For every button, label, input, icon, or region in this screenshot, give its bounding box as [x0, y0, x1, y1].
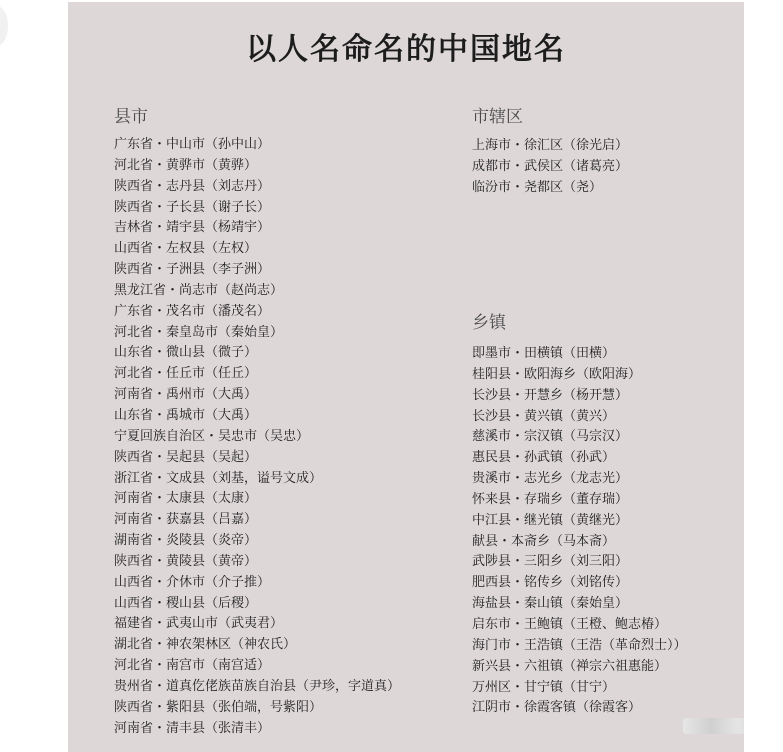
list-item: 山西省・左权县（左权）	[114, 241, 258, 257]
list-item: 福建省・武夷山市（武夷君）	[114, 616, 284, 632]
town-list	[472, 344, 687, 719]
list-item: 山东省・禹城市（大禹）	[114, 407, 258, 423]
page-title: 以人名命名的中国地名	[246, 32, 566, 67]
list-item: 万州区・甘宁镇（甘宁）	[472, 679, 616, 695]
list-item: 河南省・获嘉县（吕嘉）	[114, 512, 258, 528]
list-item: 贵州省・道真仡佬族苗族自治县（尹珍，字道真）	[114, 678, 401, 694]
list-item: 广东省・中山市（孙中山）	[114, 137, 271, 152]
county-list	[114, 135, 400, 739]
list-item: 山西省・稷山县（后稷）	[114, 595, 258, 611]
list-item: 怀来县・存瑞乡（董存瑞）	[472, 491, 629, 507]
list-item: 湖南省・炎陵县（炎帝）	[114, 533, 258, 549]
list-item: 吉林省・靖宇县（杨靖宇）	[114, 220, 271, 236]
list-item: 山东省・微山县（微子）	[114, 345, 258, 361]
district-heading: 市辖区	[472, 107, 523, 127]
blurred-watermark	[683, 718, 744, 734]
list-item: 慈溪市・宗汉镇（马宗汉）	[472, 429, 629, 445]
poster	[68, 2, 744, 752]
town-heading: 乡镇	[472, 313, 506, 333]
list-item: 湖北省・神农架林区（神农氏）	[114, 637, 297, 653]
list-item: 河北省・秦皇岛市（秦始皇）	[114, 324, 284, 340]
list-item: 陕西省・紫阳县（张伯端，号紫阳）	[114, 699, 323, 715]
side-tab	[0, 6, 8, 46]
list-item: 海门市・王浩镇（王浩（革命烈士））	[472, 637, 687, 653]
list-item: 献县・本斋乡（马本斋）	[472, 533, 616, 549]
list-item: 河南省・清丰县（张清丰）	[114, 720, 271, 736]
list-item: 启东市・王鲍镇（王橙、鲍志椿）	[472, 616, 668, 632]
list-item: 上海市・徐汇区（徐光启）	[472, 138, 629, 153]
list-item: 河北省・南宫市（南宫适）	[114, 658, 271, 674]
list-item: 陕西省・吴起县（吴起）	[114, 449, 258, 465]
list-item: 河南省・禹州市（大禹）	[114, 387, 258, 403]
list-item: 惠民县・孙武镇（孙武）	[472, 450, 616, 466]
list-item: 宁夏回族自治区・吴忠市（吴忠）	[114, 428, 310, 444]
list-item: 浙江省・文成县（刘基，谥号文成）	[114, 470, 323, 486]
list-item: 海盐县・秦山镇（秦始皇）	[472, 596, 629, 612]
list-item: 江阴市・徐霞客镇（徐霞客）	[472, 700, 642, 716]
list-item: 肥西县・铭传乡（刘铭传）	[472, 575, 629, 591]
county-heading: 县市	[114, 107, 148, 127]
list-item: 即墨市・田横镇（田横）	[472, 346, 616, 361]
list-item: 成都市・武侯区（诸葛亮）	[472, 158, 629, 174]
list-item: 长沙县・开慧乡（杨开慧）	[472, 387, 629, 403]
list-item: 河南省・太康县（太康）	[114, 491, 258, 507]
list-item: 河北省・任丘市（任丘）	[114, 366, 258, 382]
list-item: 黑龙江省・尚志市（赵尚志）	[114, 282, 284, 298]
list-item: 长沙县・黄兴镇（黄兴）	[472, 408, 616, 424]
list-item: 陕西省・子长县（谢子长）	[114, 199, 271, 215]
list-item: 河北省・黄骅市（黄骅）	[114, 157, 258, 173]
list-item: 新兴县・六祖镇（禅宗六祖惠能）	[472, 658, 668, 674]
district-list	[472, 136, 628, 199]
list-item: 武陟县・三阳乡（刘三阳）	[472, 554, 629, 570]
list-item: 陕西省・志丹县（刘志丹）	[114, 178, 271, 194]
list-item: 桂阳县・欧阳海乡（欧阳海）	[472, 366, 642, 382]
list-item: 陕西省・黄陵县（黄帝）	[114, 553, 258, 569]
list-item: 陕西省・子洲县（李子洲）	[114, 262, 271, 278]
list-item: 广东省・茂名市（潘茂名）	[114, 303, 271, 319]
list-item: 中江县・继光镇（黄继光）	[472, 512, 629, 528]
list-item: 临汾市・尧都区（尧）	[472, 179, 603, 195]
list-item: 贵溪市・志光乡（龙志光）	[472, 471, 629, 487]
list-item: 山西省・介休市（介子推）	[114, 574, 271, 590]
